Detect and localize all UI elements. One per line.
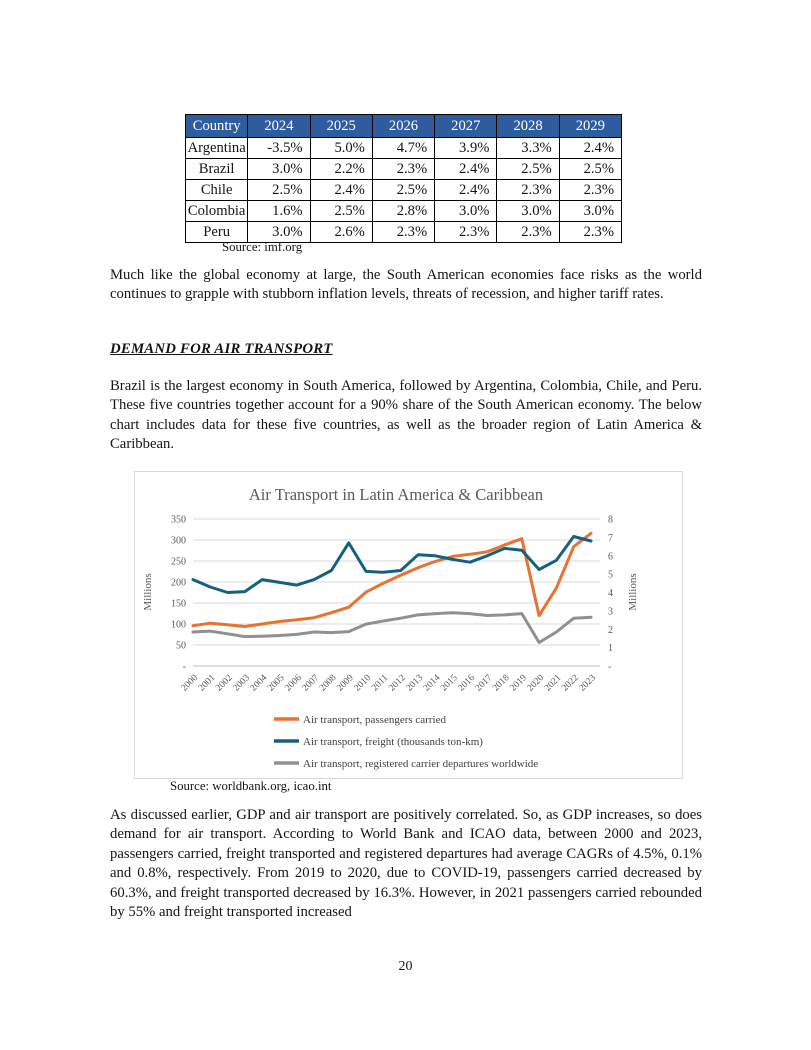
air-transport-chart-canvas [135,472,682,778]
table-cell-value: 5.0% [310,138,372,159]
svg-text:3: 3 [608,606,613,618]
svg-text:2020: 2020 [525,673,547,694]
air-transport-chart [134,471,683,779]
svg-text:4: 4 [608,588,613,599]
paragraph-economy-risks: Much like the global economy at large, the South American economies face risks as the world continues to grapple with stubborn inflation levels, threats of recession, and higher tariff rates. [110,267,702,303]
svg-text:6: 6 [608,551,613,563]
svg-text:100: 100 [171,619,186,631]
table-cell-value: 1.6% [248,201,310,222]
table-header-cell: 2024 [248,115,310,138]
svg-text:300: 300 [171,535,186,547]
x-axis-tick-labels [180,673,599,694]
table-cell-value: 2.5% [372,180,434,201]
table-header-row [186,115,622,138]
svg-text:2019: 2019 [508,673,529,694]
table-cell-value: 2.3% [497,222,559,243]
table-cell-value: 2.6% [310,222,372,243]
table-cell-value: 2.3% [559,222,621,243]
svg-text:2004: 2004 [248,673,270,694]
svg-text:2003: 2003 [231,673,253,694]
svg-text:-: - [608,661,612,673]
section-heading-demand-for-air-transport: DEMAND FOR AIR TRANSPORT [110,341,333,357]
table-cell-value: 4.7% [372,138,434,159]
table-body [186,138,622,243]
svg-text:2018: 2018 [491,673,512,694]
svg-text:2002: 2002 [214,673,235,694]
table-cell-value: 2.4% [310,180,372,201]
svg-text:2006: 2006 [283,673,304,694]
table-cell-value: 3.0% [497,201,559,222]
legend-label: Air transport, freight (thousands ton-km) [303,735,483,748]
table-cell-value: 2.3% [435,222,497,243]
table-cell-value: 2.2% [310,159,372,180]
table-cell-value: 2.3% [497,180,559,201]
table-row [186,180,622,201]
chart-source: Source: worldbank.org, icao.int [170,779,332,793]
table-header-cell: 2025 [310,115,372,138]
table-cell-value: 2.5% [497,159,559,180]
svg-text:2001: 2001 [196,673,218,694]
left-axis-tick-labels [171,515,186,673]
series-line-0 [193,533,591,626]
svg-text:2014: 2014 [421,673,443,694]
table-cell-country: Argentina [186,138,248,159]
legend-label: Air transport, passengers carried [303,713,446,726]
table-header-cell: 2027 [435,115,497,138]
chart-legend [274,714,538,770]
table-header [186,115,622,138]
svg-text:2: 2 [608,624,613,636]
legend-item [274,714,446,726]
chart-title: Air Transport in Latin America & Caribbean [248,485,544,504]
table-cell-country: Colombia [186,201,248,222]
svg-text:2009: 2009 [335,673,356,694]
table-cell-value: 2.4% [435,159,497,180]
svg-text:200: 200 [171,577,186,589]
table-cell-value: -3.5% [248,138,310,159]
svg-text:2008: 2008 [318,673,339,694]
table-cell-value: 2.3% [372,222,434,243]
right-axis-tick-labels [608,515,613,673]
paragraph-largest-economies: Brazil is the largest economy in South America, followed by Argentina, Colombia, Chile, and Peru. These five countries together account for a 90% share of the South American economy. The below chart includes data for these five countries, as well as the broader region of Latin America & Caribbean. [110,378,702,453]
svg-text:2017: 2017 [473,673,495,694]
table-header-cell: 2026 [372,115,434,138]
table-cell-value: 2.4% [435,180,497,201]
table-cell-value: 3.3% [497,138,559,159]
table-cell-value: 2.5% [310,201,372,222]
table-source: Source: imf.org [222,240,303,254]
svg-text:2010: 2010 [352,673,374,694]
svg-text:2012: 2012 [387,673,408,694]
legend-item [274,758,538,770]
svg-text:2000: 2000 [179,673,201,694]
table-cell-country: Peru [186,222,248,243]
right-axis-title: Millions [627,573,639,611]
table-cell-country: Brazil [186,159,248,180]
table-header-cell: 2028 [497,115,559,138]
table-row [186,159,622,180]
left-axis-title: Millions [142,573,154,611]
svg-text:2021: 2021 [543,673,564,694]
table-cell-value: 3.0% [248,222,310,243]
table-header-cell: Country [186,115,248,138]
table-cell-value: 3.0% [559,201,621,222]
table-cell-value: 2.3% [559,180,621,201]
paragraph-gdp-air-transport-correlation: As discussed earlier, GDP and air transport are positively correlated. So, as GDP increases, so does demand for air transport. According to World Bank and ICAO data, between 2000 and 2023, passengers carried, freight transported and registered departures had average CAGRs of 4.5%, 0.1% and 0.8%, respectively. From 2019 to 2020, due to COVID-19, passengers carried decreased by 60.3%, and freight transported decreased by 16.3%. However, in 2021 passengers carried rebounded by 55% and freight transported increased [110,807,702,921]
svg-text:2007: 2007 [300,673,322,694]
svg-text:50: 50 [176,640,186,652]
svg-text:2013: 2013 [404,673,426,694]
table-cell-value: 3.0% [435,201,497,222]
table-row [186,201,622,222]
series-line-2 [193,613,591,643]
svg-text:150: 150 [171,598,186,610]
svg-text:8: 8 [608,514,613,526]
table-cell-value: 3.9% [435,138,497,159]
svg-text:2005: 2005 [266,673,287,694]
table-cell-value: 2.3% [372,159,434,180]
gdp-forecast-table [185,114,622,243]
svg-text:5: 5 [608,569,613,581]
svg-text:350: 350 [171,514,186,526]
svg-text:2016: 2016 [456,673,478,694]
svg-text:1: 1 [608,643,613,655]
table-cell-value: 3.0% [248,159,310,180]
svg-text:2023: 2023 [577,673,599,694]
svg-text:2011: 2011 [370,673,391,694]
svg-text:250: 250 [171,556,186,568]
table-cell-value: 2.5% [248,180,310,201]
table-cell-country: Chile [186,180,248,201]
svg-text:7: 7 [608,532,613,544]
legend-label: Air transport, registered carrier departures worldwide [303,757,539,770]
table-cell-value: 2.8% [372,201,434,222]
table-cell-value: 2.4% [559,138,621,159]
table-row [186,138,622,159]
table-header-cell: 2029 [559,115,621,138]
svg-text:2022: 2022 [560,673,581,694]
legend-item [274,736,483,748]
svg-text:2015: 2015 [439,673,460,694]
svg-text:-: - [182,661,186,673]
table-cell-value: 2.5% [559,159,621,180]
page-number: 20 [398,959,413,974]
